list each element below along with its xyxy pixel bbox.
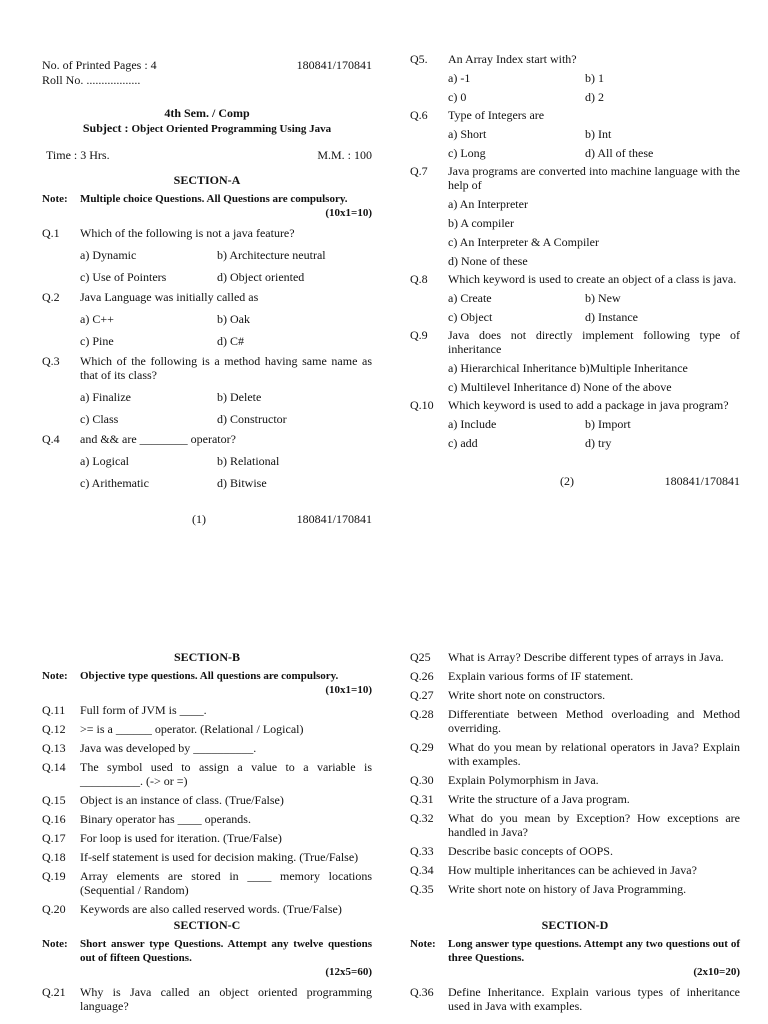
note-label: Note: bbox=[42, 670, 68, 682]
question-number: Q.9 bbox=[410, 328, 428, 342]
section-a-title: SECTION-A bbox=[173, 173, 241, 187]
option: c) Class bbox=[80, 412, 119, 426]
question-number: Q.8 bbox=[410, 272, 428, 286]
question-number: Q.13 bbox=[42, 741, 66, 755]
question-text: Differentiate between Method overloading and Method overriding. bbox=[448, 707, 740, 735]
question-text: Explain Polymorphism in Java. bbox=[448, 773, 599, 787]
option: a) Finalize bbox=[80, 390, 131, 404]
note-label: Note: bbox=[42, 938, 68, 950]
option: d) Instance bbox=[585, 310, 638, 324]
question-text: Binary operator has ____ operands. bbox=[80, 812, 251, 826]
option: b) A compiler bbox=[448, 216, 514, 230]
option: c) add bbox=[448, 436, 478, 450]
question-text: and && are ________ operator? bbox=[80, 432, 236, 446]
note-marks: (12x5=60) bbox=[325, 966, 372, 978]
question-number: Q25 bbox=[410, 650, 431, 664]
question-text: Full form of JVM is ____. bbox=[80, 703, 207, 717]
question-text: Define Inheritance. Explain various types of inheritance used in Java with examples. bbox=[448, 985, 740, 1013]
option: b) Int bbox=[585, 127, 612, 141]
question-text: Which of the following is not a java feature? bbox=[80, 226, 295, 240]
note-a bbox=[42, 192, 372, 220]
option: d) 2 bbox=[585, 90, 604, 104]
note-b bbox=[42, 669, 372, 697]
option: c) Use of Pointers bbox=[80, 270, 167, 284]
question-text: What do you mean by Exception? How exceptions are handled in Java? bbox=[448, 811, 740, 839]
option: b) Relational bbox=[217, 454, 280, 468]
question-number: Q.35 bbox=[410, 882, 434, 896]
exam-page-3 bbox=[42, 648, 372, 1013]
page-number: (1) bbox=[192, 512, 206, 526]
question-number: Q.6 bbox=[410, 108, 428, 122]
question-number: Q.17 bbox=[42, 831, 66, 845]
question-text: Object is an instance of class. (True/False) bbox=[80, 793, 284, 807]
question-number: Q.7 bbox=[410, 164, 428, 178]
question-text: Which keyword is used to add a package in java program? bbox=[448, 398, 729, 412]
note-marks: (10x1=10) bbox=[325, 684, 372, 696]
question-text: How multiple inheritances can be achieved in Java? bbox=[448, 863, 697, 877]
question-text: Why is Java called an object oriented programming language? bbox=[80, 985, 372, 1013]
question-number: Q.4 bbox=[42, 432, 60, 446]
question bbox=[410, 108, 740, 160]
question-number: Q.28 bbox=[410, 707, 434, 721]
option: a) Hierarchical Inheritance b)Multiple Inheritance bbox=[448, 361, 688, 375]
option: c) 0 bbox=[448, 90, 467, 104]
question-text: Type of Integers are bbox=[448, 108, 545, 122]
question-number: Q5. bbox=[410, 52, 428, 66]
question-text: Write short note on history of Java Programming. bbox=[448, 882, 687, 896]
question-text: The symbol used to assign a value to a variable is __________. (-> or =) bbox=[80, 760, 372, 788]
option: a) Include bbox=[448, 417, 497, 431]
option: b) New bbox=[585, 291, 621, 305]
section-d-title: SECTION-D bbox=[541, 918, 609, 932]
option: a) Logical bbox=[80, 454, 129, 468]
page-footer bbox=[410, 474, 740, 489]
question-text: An Array Index start with? bbox=[448, 52, 577, 66]
question-number: Q.11 bbox=[42, 703, 66, 717]
question bbox=[410, 398, 740, 450]
question-number: Q.2 bbox=[42, 290, 60, 304]
question-number: Q.12 bbox=[42, 722, 66, 736]
option: d) All of these bbox=[585, 146, 654, 160]
question bbox=[410, 328, 740, 394]
semester: 4th Sem. / Comp bbox=[164, 106, 250, 120]
question bbox=[42, 432, 372, 490]
paper-code: 180841/170841 bbox=[296, 58, 372, 72]
note-text: Objective type questions. All questions are compulsory. bbox=[80, 670, 339, 682]
option: a) Short bbox=[448, 127, 487, 141]
question-number: Q.15 bbox=[42, 793, 66, 807]
option: a) An Interpreter bbox=[448, 197, 528, 211]
option: d) C# bbox=[217, 334, 244, 348]
question-text: Describe basic concepts of OOPS. bbox=[448, 844, 613, 858]
max-marks: M.M. : 100 bbox=[317, 148, 372, 162]
question-number: Q.27 bbox=[410, 688, 434, 702]
option: b) Delete bbox=[217, 390, 262, 404]
option: b) Import bbox=[585, 417, 631, 431]
question-number: Q.33 bbox=[410, 844, 434, 858]
note-text: Long answer type questions. Attempt any two questions out of three Questions. bbox=[448, 938, 740, 964]
question bbox=[42, 226, 372, 284]
question bbox=[410, 164, 740, 268]
question-text: Java Language was initially called as bbox=[80, 290, 259, 304]
printed-pages: No. of Printed Pages : 4 bbox=[42, 58, 157, 72]
question-text: >= is a ______ operator. (Relational / Logical) bbox=[80, 722, 304, 736]
question-text: Java was developed by __________. bbox=[80, 741, 257, 755]
option: c) Pine bbox=[80, 334, 114, 348]
footer-code: 180841/170841 bbox=[296, 512, 372, 526]
option: b) Oak bbox=[217, 312, 250, 326]
exam-page-2 bbox=[410, 52, 740, 489]
question bbox=[42, 354, 372, 426]
question-number: Q.10 bbox=[410, 398, 434, 412]
option: a) -1 bbox=[448, 71, 471, 85]
question-number: Q.36 bbox=[410, 985, 434, 999]
note-marks: (10x1=10) bbox=[325, 207, 372, 219]
option: c) Object bbox=[448, 310, 493, 324]
question bbox=[42, 290, 372, 348]
option: a) Dynamic bbox=[80, 248, 137, 262]
question-text: Write the structure of a Java program. bbox=[448, 792, 630, 806]
option: d) Bitwise bbox=[217, 476, 267, 490]
question-number: Q.26 bbox=[410, 669, 434, 683]
subject-line bbox=[42, 121, 372, 136]
option: a) Create bbox=[448, 291, 492, 305]
question-number: Q.16 bbox=[42, 812, 66, 826]
option: b) 1 bbox=[585, 71, 604, 85]
time: Time : 3 Hrs. bbox=[46, 148, 110, 162]
question-number: Q.31 bbox=[410, 792, 434, 806]
question-text: Java does not directly implement following type of inheritance bbox=[448, 328, 740, 356]
note-d bbox=[410, 937, 740, 979]
question-number: Q.1 bbox=[42, 226, 60, 240]
question-text: Explain various forms of IF statement. bbox=[448, 669, 634, 683]
option: d) Constructor bbox=[217, 412, 287, 426]
option: c) An Interpreter & A Compiler bbox=[448, 235, 599, 249]
question-number: Q.14 bbox=[42, 760, 66, 774]
option: d) None of these bbox=[448, 254, 528, 268]
section-b-title: SECTION-B bbox=[173, 650, 241, 664]
section-c-title: SECTION-C bbox=[173, 918, 241, 932]
question-text: Array elements are stored in ____ memory locations (Sequential / Random) bbox=[80, 869, 372, 897]
question-number: Q.29 bbox=[410, 740, 434, 754]
question-number: Q.19 bbox=[42, 869, 66, 883]
exam-page-1 bbox=[42, 58, 372, 527]
question-text: For loop is used for iteration. (True/False) bbox=[80, 831, 282, 845]
note-c bbox=[42, 937, 372, 979]
option: d) try bbox=[585, 436, 612, 450]
option: d) Object oriented bbox=[217, 270, 305, 284]
option: c) Multilevel Inheritance d) None of the above bbox=[448, 380, 672, 394]
header-row bbox=[42, 58, 372, 73]
question-number: Q.20 bbox=[42, 902, 66, 916]
roll-no: Roll No. .................. bbox=[42, 73, 141, 87]
question-number: Q.3 bbox=[42, 354, 60, 368]
note-text: Short answer type Questions. Attempt any twelve questions out of fifteen Questions. bbox=[80, 938, 372, 964]
note-label: Note: bbox=[410, 938, 436, 950]
exam-page-4 bbox=[410, 648, 740, 1013]
question-number: Q.34 bbox=[410, 863, 434, 877]
note-text: Multiple choice Questions. All Questions are compulsory. bbox=[80, 193, 348, 205]
page-footer bbox=[42, 512, 372, 527]
question-text: Write short note on constructors. bbox=[448, 688, 606, 702]
question-number: Q.32 bbox=[410, 811, 434, 825]
question-text: Which of the following is a method having same name as that of its class? bbox=[80, 354, 372, 382]
question-text: Java programs are converted into machine language with the help of bbox=[448, 164, 740, 192]
subject: Object Oriented Programming Using Java bbox=[131, 123, 332, 135]
footer-code: 180841/170841 bbox=[664, 474, 740, 488]
time-row bbox=[42, 148, 372, 163]
option: c) Long bbox=[448, 146, 486, 160]
option: b) Architecture neutral bbox=[217, 248, 326, 262]
question bbox=[410, 272, 740, 324]
question-number: Q.21 bbox=[42, 985, 66, 999]
subject-label: Subject : bbox=[82, 121, 129, 135]
option: c) Arithematic bbox=[80, 476, 149, 490]
option: a) C++ bbox=[80, 312, 114, 326]
question-text: Keywords are also called reserved words. (True/False) bbox=[80, 902, 342, 916]
page-number: (2) bbox=[560, 474, 574, 488]
question-text: What do you mean by relational operators in Java? Explain with examples. bbox=[448, 740, 740, 768]
note-label: Note: bbox=[42, 193, 68, 205]
question-text: If-self statement is used for decision making. (True/False) bbox=[80, 850, 359, 864]
note-marks: (2x10=20) bbox=[693, 966, 740, 978]
question-number: Q.30 bbox=[410, 773, 434, 787]
question bbox=[410, 52, 740, 104]
question-number: Q.18 bbox=[42, 850, 66, 864]
question-text: What is Array? Describe different types of arrays in Java. bbox=[448, 650, 724, 664]
question-text: Which keyword is used to create an object of a class is java. bbox=[448, 272, 737, 286]
